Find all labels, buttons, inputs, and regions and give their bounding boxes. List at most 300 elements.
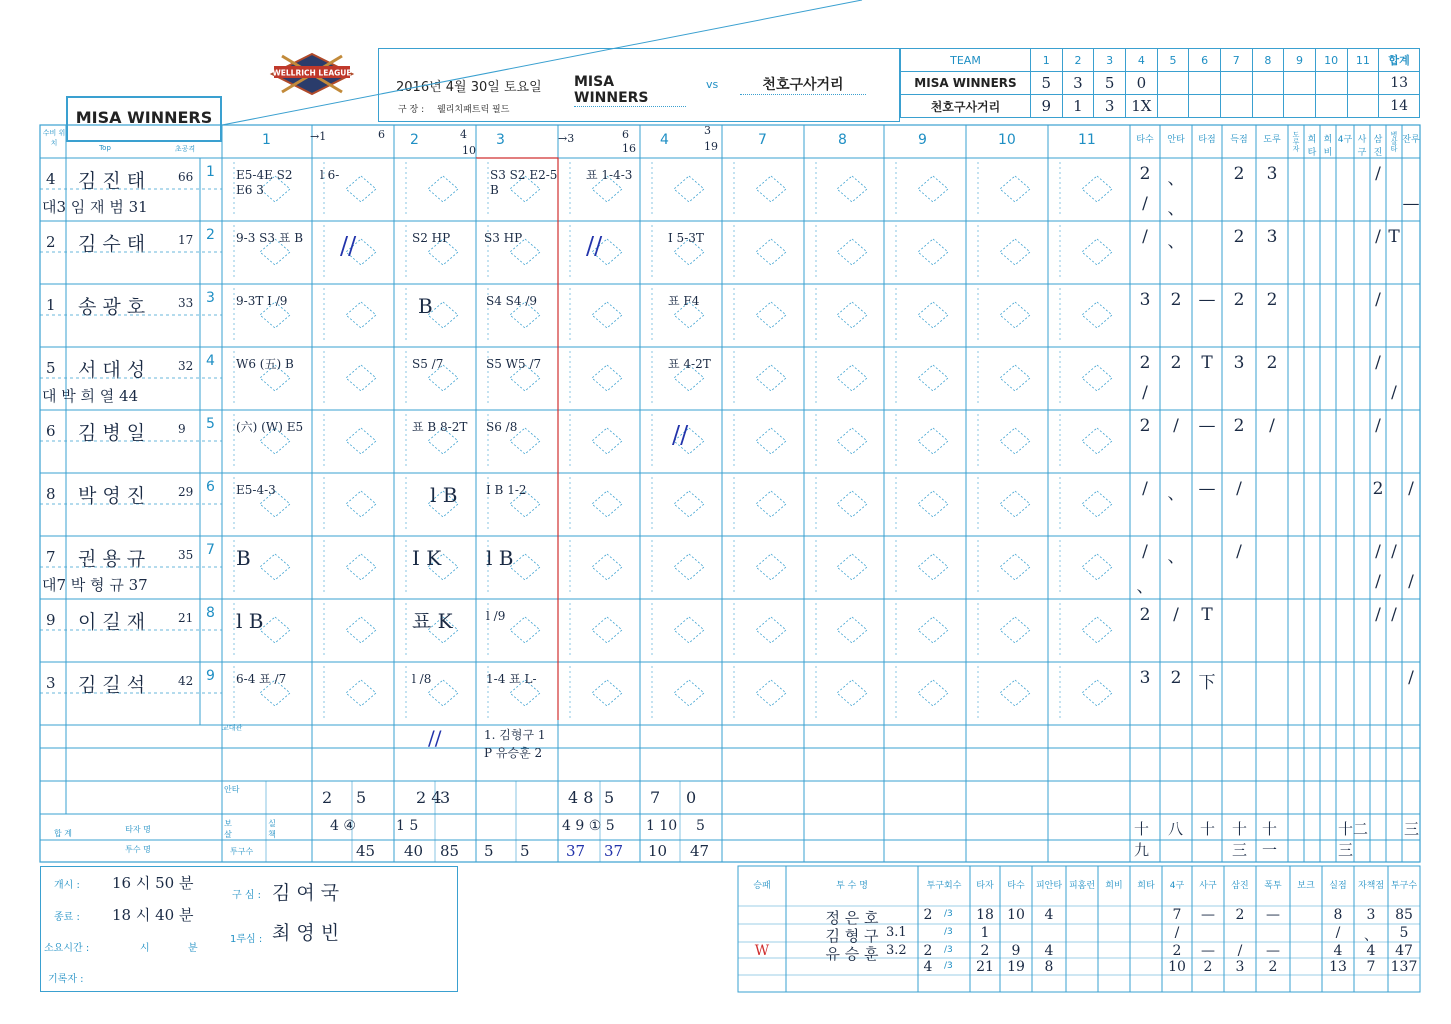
inning-note: 6 [622, 128, 629, 141]
diamond [1082, 239, 1112, 265]
diamond [756, 302, 786, 328]
play-notation: I K [412, 546, 442, 570]
diamond [346, 554, 376, 580]
diamond [592, 491, 622, 517]
hits-label: 안타 [224, 785, 240, 794]
pitching-name: 유 승 훈 [825, 945, 879, 963]
first-umpire-label: 1루심 : [230, 934, 263, 945]
inning-header: 3 [1094, 49, 1126, 72]
diamond [1000, 239, 1030, 265]
inning-note: 3 [704, 124, 711, 137]
walks-errors-total: 4 9 ① 5 [562, 818, 615, 834]
fielding-position: 1 [46, 296, 56, 314]
batting-stat: T [1388, 227, 1400, 247]
player-number: 21 [178, 611, 194, 625]
batting-stat: 2 [1266, 290, 1278, 310]
stat-total-mark: 十 九 [1134, 820, 1150, 859]
play-notation: 표 F4 [668, 294, 700, 308]
inning-header: 8 [1252, 49, 1284, 72]
batting-stat: / [1375, 542, 1381, 562]
batting-stat: — [1198, 479, 1216, 499]
batting-stat: 下 [1198, 673, 1216, 693]
diamond [1000, 680, 1030, 706]
play-notation: l B [486, 546, 514, 570]
stat-header: 희비 [1323, 135, 1333, 158]
inning-header: 9 [1284, 49, 1316, 72]
batting-stat-sub: 、 [1167, 199, 1185, 219]
pitching-bb: / [1174, 925, 1180, 941]
inning-hits: 5 [604, 788, 615, 807]
player-name: 김 길 석 [78, 674, 146, 696]
pitchers-label: 투수 명 [125, 845, 151, 854]
inning-hits: 5 [356, 788, 367, 807]
inning-number: 10 [998, 132, 1016, 148]
batting-stat: 、 [1167, 484, 1185, 504]
play-notation: // [586, 232, 603, 260]
batting-order: 2 [206, 227, 215, 243]
batting-stat: — [1198, 416, 1216, 436]
fielding-position: 7 [46, 548, 56, 566]
stat-total-mark: 十 一 [1262, 820, 1278, 859]
pitching-np: 47 [1395, 943, 1413, 959]
stat-total-mark: 十二三 [1338, 820, 1369, 859]
subs-note-1: 1. 김형구 1 [484, 728, 546, 742]
diamond [756, 491, 786, 517]
batting-stat: 、 [1167, 547, 1185, 567]
pitching-np: 85 [1395, 907, 1413, 923]
start-time: 16 시 50 분 [112, 874, 194, 892]
pitching-header: 희타 [1137, 881, 1155, 891]
fielding-position: 3 [46, 674, 56, 692]
play-notation: S3 HP [484, 231, 523, 245]
grid-line [222, 0, 862, 125]
fielding-position: 5 [46, 359, 56, 377]
batting-stat: / [1269, 416, 1275, 436]
pitching-r: / [1335, 925, 1341, 941]
stat-header: 득점 [1230, 135, 1248, 145]
player-number: 9 [178, 422, 186, 436]
inning-note: 4 [460, 128, 467, 141]
order-label: 초공격 [174, 145, 196, 153]
batting-stat-sub: / [1391, 383, 1397, 403]
diamond [837, 302, 867, 328]
walks-errors-total: 5 [696, 818, 705, 834]
play-notation: (六) (W) E5 [236, 420, 304, 434]
pitching-so: 3 [1235, 959, 1245, 975]
inning-header: 2 [1062, 49, 1094, 72]
play-notation: E5-4-3 [236, 483, 276, 497]
pitching-tbf: 1 [980, 925, 990, 941]
end-time: 18 시 40 분 [112, 906, 194, 924]
pitching-name: 정 은 호 [825, 909, 879, 927]
pitching-header: 폭투 [1264, 881, 1282, 891]
inning-number: 8 [838, 132, 847, 148]
substitute-player: 대3 임 재 범 31 [42, 198, 148, 216]
score-row-away: 천호구사거리 9 1 3 1X 14 [901, 95, 1420, 118]
pitching-tbf: 18 [976, 907, 994, 923]
diamond [1082, 680, 1112, 706]
play-notation: S6 /8 [486, 420, 518, 434]
diamond [918, 365, 948, 391]
inning-header: 4 [1125, 49, 1157, 72]
pitching-er: 3 [1366, 907, 1376, 923]
diamond [918, 554, 948, 580]
batting-stat: 2 [1139, 416, 1151, 436]
stat-header: 도루자 [1292, 130, 1300, 152]
venue-name: 웰리치패트릭 필드 [437, 105, 510, 115]
batting-stat: 3 [1139, 668, 1151, 688]
diamond [837, 428, 867, 454]
pitching-header: 투 수 명 [836, 881, 868, 891]
batting-order: 3 [206, 290, 215, 306]
play-notation: 표 K [412, 609, 453, 633]
batting-order: 1 [206, 164, 215, 180]
substitutions-label: 교대관 [222, 724, 243, 732]
pitching-header: 투구회수 [926, 881, 962, 891]
pitch-count: 45 [356, 842, 376, 860]
pitching-bb: 10 [1168, 959, 1186, 975]
diamond [1082, 617, 1112, 643]
pitching-header: 4구 [1169, 881, 1185, 891]
batting-stat: / [1375, 290, 1381, 310]
pitching-r: 8 [1333, 907, 1343, 923]
play-notation: B [418, 294, 433, 318]
batting-stat: 2 [1170, 290, 1182, 310]
venue-label: 구 장 : [398, 105, 425, 115]
batting-stat: 2 [1170, 353, 1182, 373]
inning-note: →3 [558, 132, 575, 145]
diamond [756, 365, 786, 391]
diamond [674, 491, 704, 517]
subs-note-2: P 유승훈 2 [484, 746, 543, 760]
inning-number: 7 [758, 132, 767, 148]
substitute-player: 대7 박 형 규 37 [42, 576, 148, 594]
pitching-result: W [754, 943, 770, 959]
play-notation: E5-4E S2 E6 3 [236, 168, 293, 197]
fielding-position: 8 [46, 485, 56, 503]
substitute-player: 대 박 희 열 44 [42, 387, 139, 405]
svg-text:WELLRICH LEAGUE: WELLRICH LEAGUE [272, 68, 352, 78]
stat-header: 삼진 [1373, 135, 1383, 158]
play-notation: 표 1-4-3 [586, 168, 633, 182]
batting-stat: 2 [1266, 353, 1278, 373]
diamond [756, 176, 786, 202]
diamond [756, 554, 786, 580]
play-notation: // [340, 232, 357, 260]
pitching-ab: 19 [1007, 959, 1025, 975]
diamond [837, 491, 867, 517]
pitching-hbp: — [1201, 943, 1215, 959]
play-notation: S2 HP [412, 231, 451, 245]
pitching-wp: 2 [1268, 959, 1278, 975]
play-notation: S3 S2 E2-5 B [490, 168, 558, 197]
pitching-wp: — [1266, 943, 1280, 959]
pitching-ip: 2 [923, 943, 933, 959]
pitching-np: 137 [1390, 959, 1418, 975]
inning-hits: 0 [686, 788, 697, 807]
pitching-header: 자책점 [1357, 881, 1385, 891]
walks-label: 보 살 [224, 819, 232, 839]
player-number: 33 [178, 296, 194, 310]
pitch-count: 37 [566, 842, 586, 860]
batting-order: 9 [206, 668, 215, 684]
total-label: 합 계 [54, 829, 72, 838]
inning-hits: 4 8 [568, 788, 594, 807]
batting-stat: 2 [1139, 353, 1151, 373]
batting-stat: / [1375, 605, 1381, 625]
player-number: 29 [178, 485, 194, 499]
play-notation: I 5-3T [668, 231, 704, 245]
diamond [1082, 365, 1112, 391]
pitches-label: 투구수 [230, 847, 254, 856]
pitching-er: 4 [1366, 943, 1376, 959]
pitching-tbf: 21 [976, 959, 994, 975]
diamond [756, 239, 786, 265]
play-notation: l /9 [486, 609, 506, 623]
batting-stat: / [1142, 479, 1148, 499]
chief-umpire: 김 여 국 [272, 882, 340, 904]
player-name: 서 대 성 [78, 359, 146, 381]
batting-stat: 2 [1139, 605, 1151, 625]
player-number: 17 [178, 233, 194, 247]
diamond [837, 680, 867, 706]
diamond [918, 617, 948, 643]
errors-label: 실 책 [268, 819, 276, 839]
top-label: Top [99, 144, 111, 152]
diamond [674, 176, 704, 202]
diamond [346, 428, 376, 454]
player-number: 66 [178, 170, 194, 184]
stat-header: 타수 [1136, 135, 1154, 145]
diamond [674, 680, 704, 706]
batting-stat: / [1408, 479, 1414, 499]
batting-stat: T [1201, 605, 1213, 625]
play-notation: 1-4 표 L- [486, 672, 537, 686]
play-notation: l /8 [412, 672, 432, 686]
play-notation: 6-4 표 /7 [236, 672, 287, 686]
walks-errors-total: 1 10 [646, 818, 678, 834]
pitch-count: 47 [690, 842, 710, 860]
pitching-r: 4 [1333, 943, 1343, 959]
play-notation: S4 S4 /9 [486, 294, 538, 308]
batting-stat: / [1375, 164, 1381, 184]
play-notation: l B [430, 483, 458, 507]
start-label: 개시 : [54, 880, 80, 891]
player-number: 42 [178, 674, 194, 688]
batting-order: 4 [206, 353, 215, 369]
batting-stat-sub: / [1142, 194, 1148, 214]
stat-header: 타점 [1198, 135, 1216, 145]
inning-note: 16 [622, 142, 636, 155]
diamond [837, 554, 867, 580]
diamond [837, 617, 867, 643]
diamond [592, 428, 622, 454]
diamond [918, 428, 948, 454]
diamond [346, 617, 376, 643]
diamond [592, 365, 622, 391]
batting-stat-sub: 、 [1136, 577, 1154, 597]
batting-stat: / [1375, 227, 1381, 247]
play-notation: I B 1-2 [486, 483, 527, 497]
diamond [1000, 302, 1030, 328]
away-team-name: 천호구사거리 [740, 74, 866, 95]
diamond [1000, 428, 1030, 454]
batting-stat: 3 [1139, 290, 1151, 310]
batting-stat: 2 [1233, 227, 1245, 247]
player-number: 32 [178, 359, 194, 373]
pitching-ip-note: 3.2 [886, 943, 907, 958]
pitching-np: 5 [1399, 925, 1409, 941]
stat-total-mark: 八 [1168, 820, 1184, 838]
stat-header: 4구 [1337, 135, 1353, 145]
inning-hits: 7 [650, 788, 661, 807]
diamond [1000, 491, 1030, 517]
position-column-label: 수비 위치 [42, 129, 66, 147]
inning-note: 6 [378, 128, 385, 141]
inning-header: 10 [1315, 49, 1347, 72]
play-notation: 표 4-2T [668, 357, 711, 371]
walks-errors-total: 4 ④ [330, 818, 356, 834]
diamond [674, 554, 704, 580]
inning-header: 6 [1189, 49, 1221, 72]
pitching-header: 투구수 [1390, 881, 1418, 891]
pitching-bb: 7 [1172, 907, 1182, 923]
pitching-ip-fraction: /3 [944, 961, 953, 971]
diamond [346, 365, 376, 391]
batting-stat: / [1391, 542, 1397, 562]
play-notation: 표 B 8-2T [412, 420, 468, 434]
diamond [837, 365, 867, 391]
play-notation: 9-3T I /9 [236, 294, 288, 308]
batting-stat: 2 [1170, 668, 1182, 688]
fielding-position: 2 [46, 233, 56, 251]
pitching-so: / [1237, 943, 1243, 959]
pitching-ip-fraction: /3 [944, 927, 953, 937]
score-row-home: MISA WINNERS 5 3 5 0 13 [901, 72, 1420, 95]
total-header: 합계 [1379, 49, 1420, 72]
player-name: 김 수 태 [78, 233, 146, 255]
batting-team-name: MISA WINNERS [75, 108, 213, 127]
pitching-header: 타수 [1007, 881, 1025, 891]
pitching-ab: 9 [1011, 943, 1021, 959]
inning-note: 19 [704, 140, 718, 153]
pitching-header: 피안타 [1035, 881, 1063, 891]
first-umpire: 최 영 빈 [272, 922, 340, 944]
pitching-hbp: 2 [1203, 959, 1213, 975]
pitching-ip-fraction: /3 [944, 945, 953, 955]
pitching-ip: 2 [923, 907, 933, 923]
diamond [592, 680, 622, 706]
batting-stat: 2 [1233, 416, 1245, 436]
batting-stat: 2 [1139, 164, 1151, 184]
end-label: 종료 : [54, 912, 80, 923]
batting-stat: 3 [1233, 353, 1245, 373]
batting-stat: / [1236, 542, 1242, 562]
diamond [428, 176, 458, 202]
batting-stat: / [1391, 605, 1397, 625]
inning-hits: 3 [440, 788, 451, 807]
pitching-header: 피홈런 [1068, 881, 1096, 891]
diamond [756, 680, 786, 706]
home-team-name: MISA WINNERS [574, 74, 686, 107]
batting-stat: / [1142, 227, 1148, 247]
batting-order: 7 [206, 542, 215, 558]
pitching-er: 、 [1364, 928, 1378, 944]
inning-number: 9 [918, 132, 927, 148]
pitch-count: 5 [484, 842, 494, 860]
play-notation: S5 /7 [412, 357, 444, 371]
pitch-count: 37 [604, 842, 624, 860]
inning-number: 4 [660, 132, 669, 148]
batting-stat: / [1375, 353, 1381, 373]
stat-total-mark: 十 [1200, 820, 1216, 838]
stat-header: 안타 [1167, 135, 1185, 145]
diamond [1000, 617, 1030, 643]
diamond [1000, 554, 1030, 580]
batting-stat: 2 [1372, 479, 1384, 499]
pitching-ip: 4 [923, 959, 933, 975]
inning-header: 11 [1347, 49, 1379, 72]
batting-stat-sub: / [1142, 383, 1148, 403]
play-notation: S5 W5 /7 [486, 357, 542, 371]
diamond [1082, 176, 1112, 202]
player-name: 이 길 재 [78, 611, 146, 633]
pitching-ab: 10 [1007, 907, 1025, 923]
recorder-label: 기록자 : [48, 974, 84, 985]
game-date: 2016년 4월 30일 토요일 [396, 80, 542, 95]
batting-stat: / [1173, 605, 1179, 625]
inning-header: 1 [1030, 49, 1062, 72]
diamond [592, 302, 622, 328]
walks-errors-total: 1 5 [396, 818, 419, 834]
pitching-ip-note: 3.1 [886, 925, 907, 940]
diamond [837, 176, 867, 202]
pitching-bb: 2 [1172, 943, 1182, 959]
player-name: 김 진 태 [78, 170, 146, 192]
stat-header: 잔루 [1402, 135, 1420, 145]
player-name: 송 광 호 [78, 296, 146, 318]
diamond [1000, 176, 1030, 202]
stat-total-mark: 十 三 [1232, 820, 1248, 859]
pitching-so: 2 [1235, 907, 1245, 923]
batting-stat: 2 [1233, 290, 1245, 310]
pitching-wp: — [1266, 907, 1280, 923]
batting-stat-sub: / [1408, 572, 1414, 592]
batting-stat: / [1408, 668, 1414, 688]
duration-minutes-unit: 분 [188, 943, 198, 954]
diamond [346, 491, 376, 517]
vs-label: vs [706, 78, 719, 91]
inning-number: 1 [262, 132, 271, 148]
inning-note: 10 [462, 144, 476, 157]
play-notation: 9-3 S3 표 B [236, 231, 304, 245]
batting-stat: / [1236, 479, 1242, 499]
pitching-ip-fraction: /3 [944, 909, 953, 919]
batting-stat: / [1375, 416, 1381, 436]
inning-number: 2 [410, 132, 419, 148]
pitch-count: 40 [404, 842, 424, 860]
batting-stat: 3 [1266, 164, 1278, 184]
batting-stat: 3 [1266, 227, 1278, 247]
batting-stat-sub: / [1375, 572, 1381, 592]
pitching-tbf: 2 [980, 943, 990, 959]
diamond [1082, 554, 1112, 580]
diamond [592, 617, 622, 643]
pitching-header: 타자 [976, 881, 994, 891]
diamond [346, 680, 376, 706]
batting-order: 5 [206, 416, 215, 432]
play-notation: W6 (五) B [236, 357, 294, 371]
